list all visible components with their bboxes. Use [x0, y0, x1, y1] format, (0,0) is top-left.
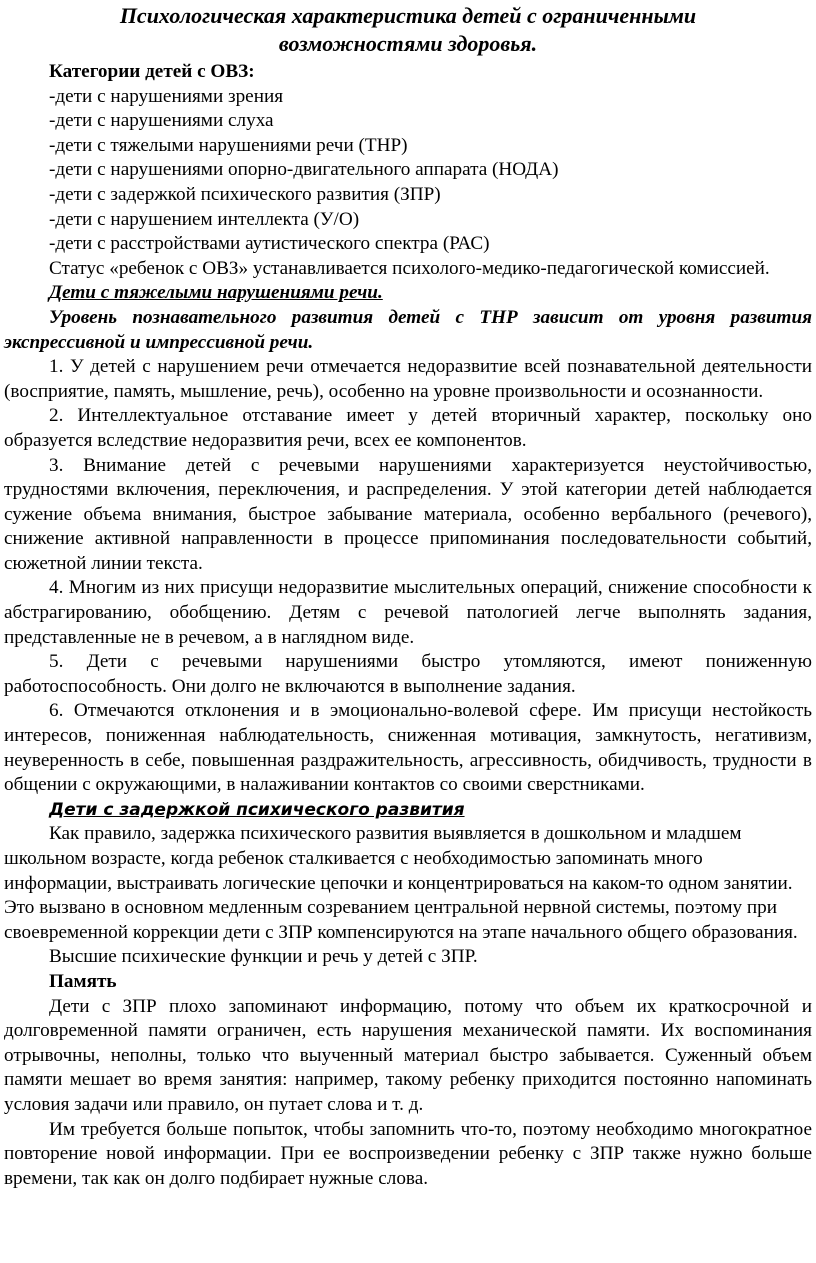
zpr-section-heading: Дети с задержкой психического развития: [49, 799, 465, 820]
categories-list: [4, 85, 812, 257]
memory-paragraph-2: Им требуется больше попыток, чтобы запомнить что-то, поэтому необходимо многократное повторение новой информации. При ее воспроизведении ребенку с ЗПР также нужно больше времени, так как он долго подбирает нужные слова.: [4, 1118, 812, 1189]
title-line-2: возможностями здоровья.: [278, 31, 538, 56]
categories-heading: Категории детей с ОВЗ:: [49, 61, 255, 82]
document-title: [4, 2, 812, 58]
category-item: -дети с расстройствами аутистического спектра (РАС): [49, 233, 490, 255]
category-item: -дети с тяжелыми нарушениями речи (ТНР): [49, 134, 408, 156]
category-item: -дети с нарушениями опорно-двигательного аппарата (НОДА): [49, 159, 559, 181]
thr-point-4: 4. Многим из них присущи недоразвитие мыслительных операций, снижение способности к абстрагированию, обобщению. Детям с речевой патологией легче выполнять задания, представленные не в речевом, а в наглядном виде.: [4, 577, 812, 648]
category-item: -дети с нарушениями слуха: [49, 110, 274, 132]
thr-lead-paragraph: Уровень познавательного развития детей с ТНР зависит от уровня развития экспрессивной и импрессивной речи.: [4, 306, 812, 353]
thr-point-6: 6. Отмечаются отклонения и в эмоционально-волевой сфере. Им присущи нестойкость интересов, пониженная наблюдательность, сниженная мотивация, замкнутость, негативизм, неуверенность в себе, повышенная раздражительность, агрессивность, обидчивость, трудности в общении с окружающими, в налаживании контактов со своими сверстниками.: [4, 700, 812, 796]
category-item: -дети с задержкой психического развития (ЗПР): [49, 183, 441, 205]
title-line-1: Психологическая характеристика детей с ограниченными: [119, 3, 697, 28]
thr-point-1: 1. У детей с нарушением речи отмечается недоразвитие всей познавательной деятельности (восприятие, память, мышление, речь), особенно на уровне произвольности и осознанности.: [4, 356, 812, 402]
category-item: -дети с нарушениями зрения: [49, 85, 284, 107]
thr-point-5: 5. Дети с речевыми нарушениями быстро утомляются, имеют пониженную работоспособность. Они долго не включаются в выполнение задания.: [4, 651, 812, 697]
thr-point-3: 3. Внимание детей с речевыми нарушениями характеризуется неустойчивостью, трудностями включения, переключения, и распределения. У этой категории детей наблюдается сужение объема внимания, быстрое забывание материала, особенно вербального (речевого), снижение активной направленности в процессе припоминания последовательности событий, сюжетной линии текста.: [4, 454, 812, 574]
zpr-intro-paragraph: Как правило, задержка психического развития выявляется в дошкольном и младшем школьном возрасте, когда ребенок сталкивается с необходимостью запоминать много информации, выстраивать логические цепочки и концентрироваться на каком-то одном занятии. Это вызвано в основном медленным созреванием центральной нервной системы, поэтому при своевременной коррекции дети с ЗПР компенсируются на этапе начального общего образования.: [4, 823, 798, 943]
higher-functions-paragraph: Высшие психические функции и речь у детей с ЗПР.: [49, 946, 478, 968]
thr-section-heading: Дети с тяжелыми нарушениями речи.: [49, 282, 383, 304]
category-item: -дети с нарушением интеллекта (У/О): [49, 208, 360, 230]
thr-point-2: 2. Интеллектуальное отставание имеет у детей вторичный характер, поскольку оно образуется вследствие недоразвития речи, всех ее компонентов.: [4, 405, 812, 451]
memory-paragraph-1: Дети с ЗПР плохо запоминают информацию, потому что объем их краткосрочной и долговременной памяти ограничен, есть нарушения механической памяти. Их воспоминания отрывочны, неполны, только что выученный материал быстро забывается. Суженный объем памяти мешает во время занятия: например, такому ребенку приходится постоянно напоминать условия задачи или правило, он путает слова и т. д.: [4, 995, 812, 1115]
memory-heading: Память: [49, 970, 117, 992]
status-paragraph: Статус «ребенок с ОВЗ» устанавливается психолого-медико-педагогической комиссией.: [49, 257, 770, 279]
